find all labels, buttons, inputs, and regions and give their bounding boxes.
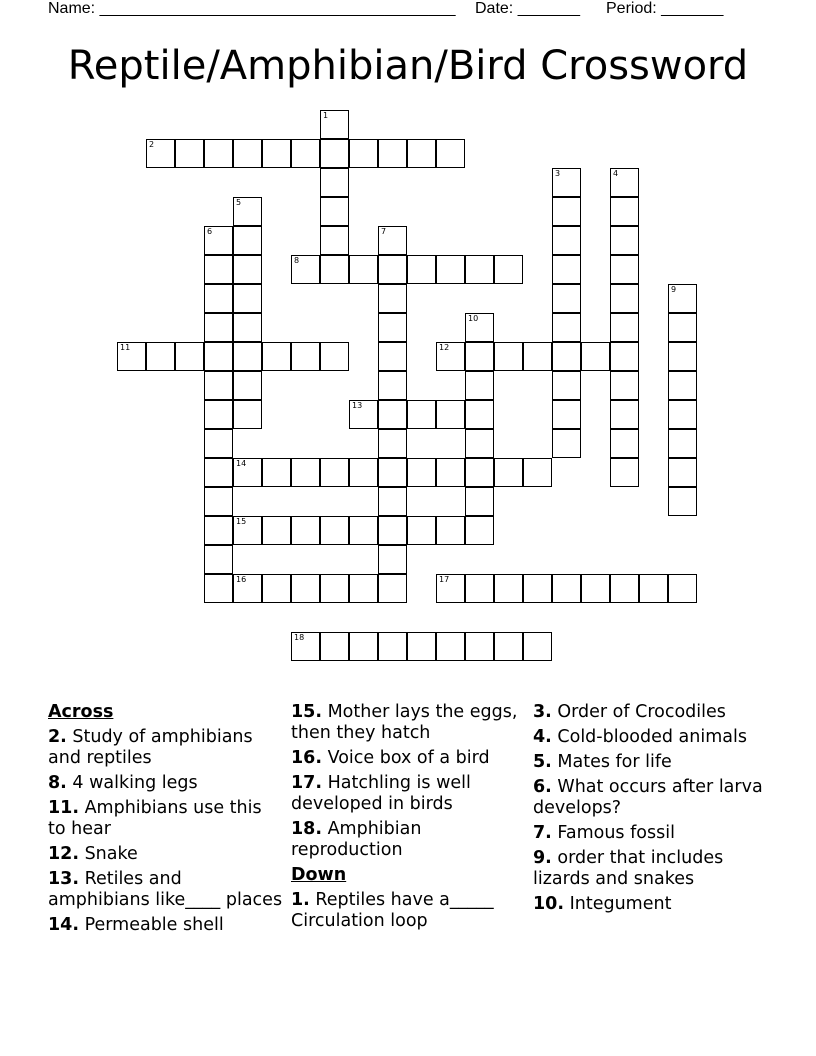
- crossword-cell[interactable]: [465, 400, 494, 429]
- crossword-cell[interactable]: [378, 429, 407, 458]
- crossword-cell[interactable]: [523, 574, 552, 603]
- clue-item-number: 1.: [291, 890, 310, 910]
- clue-item: [291, 819, 527, 861]
- crossword-cell[interactable]: [204, 342, 233, 371]
- crossword-cell[interactable]: [639, 574, 668, 603]
- crossword-cell[interactable]: [378, 313, 407, 342]
- clue-item-text: Famous fossil: [551, 823, 675, 843]
- crossword-cell[interactable]: [465, 371, 494, 400]
- crossword-cell[interactable]: [407, 632, 436, 661]
- crossword-cell[interactable]: [436, 400, 465, 429]
- clue-number: 3: [555, 169, 561, 178]
- crossword-cell[interactable]: [146, 139, 175, 168]
- crossword-cell[interactable]: [204, 255, 233, 284]
- clue-item: [291, 748, 527, 769]
- clue-item-number: 7.: [533, 823, 552, 843]
- crossword-cell[interactable]: [610, 574, 639, 603]
- clue-number: 15: [236, 517, 247, 526]
- clue-item: [48, 798, 284, 840]
- clue-item-text: Order of Crocodiles: [551, 702, 726, 722]
- crossword-cell[interactable]: [436, 632, 465, 661]
- clue-number: 10: [468, 314, 479, 323]
- crossword-cell[interactable]: [552, 574, 581, 603]
- crossword-cell[interactable]: [233, 284, 262, 313]
- crossword-cell[interactable]: [204, 400, 233, 429]
- crossword-cell[interactable]: [552, 313, 581, 342]
- clue-item: [48, 727, 284, 769]
- crossword-cell[interactable]: [291, 342, 320, 371]
- crossword-cell[interactable]: [494, 458, 523, 487]
- crossword-cell[interactable]: [291, 139, 320, 168]
- crossword-cell[interactable]: [378, 400, 407, 429]
- crossword-cell[interactable]: [436, 255, 465, 284]
- crossword-cell[interactable]: [436, 342, 465, 371]
- crossword-cell[interactable]: [349, 516, 378, 545]
- crossword-cell[interactable]: [552, 371, 581, 400]
- crossword-cell[interactable]: [407, 458, 436, 487]
- crossword-cell[interactable]: [436, 516, 465, 545]
- crossword-cell[interactable]: [204, 371, 233, 400]
- crossword-cell[interactable]: [668, 342, 697, 371]
- crossword-cell[interactable]: [175, 139, 204, 168]
- crossword-cell[interactable]: [610, 197, 639, 226]
- clue-item-text: Voice box of a bird: [322, 748, 490, 768]
- crossword-cell[interactable]: [610, 226, 639, 255]
- clue-item-number: 11.: [48, 798, 80, 818]
- crossword-cell[interactable]: [378, 632, 407, 661]
- crossword-cell[interactable]: [494, 342, 523, 371]
- clue-item: [533, 823, 769, 844]
- clue-number: 4: [613, 169, 619, 178]
- clue-item: [291, 702, 527, 744]
- crossword-cell[interactable]: [494, 255, 523, 284]
- crossword-cell[interactable]: [436, 458, 465, 487]
- clue-item-number: 17.: [291, 773, 323, 793]
- crossword-cell[interactable]: [552, 255, 581, 284]
- crossword-cell[interactable]: [552, 284, 581, 313]
- crossword-cell[interactable]: [117, 342, 146, 371]
- clue-number: 1: [323, 111, 329, 120]
- clue-column-2: [291, 702, 527, 936]
- crossword-cell[interactable]: [465, 255, 494, 284]
- clue-item: [291, 773, 527, 815]
- clue-item-text: Integument: [564, 894, 672, 914]
- crossword-cell[interactable]: [175, 342, 204, 371]
- crossword-cell[interactable]: [233, 516, 262, 545]
- crossword-cell[interactable]: [436, 139, 465, 168]
- crossword-cell[interactable]: [378, 284, 407, 313]
- crossword-cell[interactable]: [552, 400, 581, 429]
- crossword-cell[interactable]: [465, 342, 494, 371]
- crossword-cell[interactable]: [610, 400, 639, 429]
- crossword-cell[interactable]: [378, 342, 407, 371]
- crossword-cell[interactable]: [204, 487, 233, 516]
- crossword-cell[interactable]: [204, 516, 233, 545]
- clue-item: [48, 844, 284, 865]
- clue-item-number: 16.: [291, 748, 323, 768]
- crossword-cell[interactable]: [610, 168, 639, 197]
- clue-item-number: 12.: [48, 844, 80, 864]
- name-field-label: Name: ________________________________________: [48, 0, 456, 17]
- crossword-cell[interactable]: [204, 226, 233, 255]
- crossword-cell[interactable]: [320, 342, 349, 371]
- crossword-cell[interactable]: [320, 632, 349, 661]
- crossword-cell[interactable]: [523, 458, 552, 487]
- clue-item-number: 5.: [533, 752, 552, 772]
- across-clue-list: [48, 727, 284, 936]
- crossword-cell[interactable]: [610, 458, 639, 487]
- clue-number: 14: [236, 459, 247, 468]
- crossword-cell[interactable]: [233, 458, 262, 487]
- clue-column-3: [533, 702, 769, 919]
- crossword-cell[interactable]: [349, 400, 378, 429]
- crossword-cell[interactable]: [436, 574, 465, 603]
- crossword-cell[interactable]: [262, 516, 291, 545]
- crossword-cell[interactable]: [146, 342, 175, 371]
- crossword-cell[interactable]: [320, 197, 349, 226]
- crossword-cell[interactable]: [668, 284, 697, 313]
- crossword-cell[interactable]: [465, 429, 494, 458]
- clue-item: [48, 869, 284, 911]
- crossword-cell[interactable]: [233, 313, 262, 342]
- crossword-cell[interactable]: [465, 487, 494, 516]
- period-field-label: Period: _______: [606, 0, 724, 17]
- crossword-cell[interactable]: [610, 255, 639, 284]
- clue-number: 6: [207, 227, 213, 236]
- crossword-cell[interactable]: [320, 255, 349, 284]
- clue-item-text: order that includes lizards and snakes: [533, 848, 724, 889]
- crossword-cell[interactable]: [378, 458, 407, 487]
- clue-number: 5: [236, 198, 242, 207]
- crossword-cell[interactable]: [378, 255, 407, 284]
- crossword-cell[interactable]: [204, 574, 233, 603]
- clue-column-1: [48, 702, 284, 940]
- crossword-cell[interactable]: [233, 400, 262, 429]
- page-title: Reptile/Amphibian/Bird Crossword: [67, 43, 749, 89]
- crossword-cell[interactable]: [407, 255, 436, 284]
- crossword-cell[interactable]: [233, 371, 262, 400]
- crossword-cell[interactable]: [407, 516, 436, 545]
- across-clue-list-continued: [291, 702, 527, 861]
- clue-number: 13: [352, 401, 363, 410]
- crossword-cell[interactable]: [320, 516, 349, 545]
- crossword-cell[interactable]: [610, 342, 639, 371]
- clue-item-number: 18.: [291, 819, 323, 839]
- clue-item-number: 15.: [291, 702, 323, 722]
- clue-item-text: Mates for life: [551, 752, 672, 772]
- crossword-cell[interactable]: [552, 429, 581, 458]
- crossword-cell[interactable]: [610, 371, 639, 400]
- crossword-cell[interactable]: [233, 342, 262, 371]
- crossword-cell[interactable]: [262, 139, 291, 168]
- clue-item-number: 13.: [48, 869, 80, 889]
- clue-item-number: 4.: [533, 727, 552, 747]
- crossword-cell[interactable]: [349, 632, 378, 661]
- crossword-cell[interactable]: [552, 197, 581, 226]
- crossword-cell[interactable]: [668, 371, 697, 400]
- clue-item: [533, 727, 769, 748]
- clue-item-number: 14.: [48, 915, 80, 935]
- clue-number: 8: [294, 256, 300, 265]
- clue-item: [533, 702, 769, 723]
- crossword-cell[interactable]: [262, 574, 291, 603]
- clue-item: [48, 915, 284, 936]
- clue-item-text: Mother lays the eggs, then they hatch: [291, 702, 518, 743]
- crossword-cell[interactable]: [291, 255, 320, 284]
- crossword-cell[interactable]: [523, 632, 552, 661]
- crossword-cell[interactable]: [233, 197, 262, 226]
- crossword-cell[interactable]: [262, 342, 291, 371]
- crossword-cell[interactable]: [233, 226, 262, 255]
- crossword-cell[interactable]: [552, 342, 581, 371]
- crossword-cell[interactable]: [581, 342, 610, 371]
- clue-item-text: Amphibian reproduction: [291, 819, 422, 860]
- crossword-cell[interactable]: [668, 400, 697, 429]
- crossword-cell[interactable]: [262, 458, 291, 487]
- crossword-cell[interactable]: [494, 574, 523, 603]
- crossword-cell[interactable]: [610, 284, 639, 313]
- clue-item-text: Cold-blooded animals: [551, 727, 747, 747]
- crossword-cell[interactable]: [349, 139, 378, 168]
- clue-item-text: Snake: [79, 844, 138, 864]
- crossword-cell[interactable]: [581, 574, 610, 603]
- crossword-cell[interactable]: [204, 458, 233, 487]
- down-clue-list: [291, 890, 527, 932]
- crossword-cell[interactable]: [204, 313, 233, 342]
- clue-number: 9: [671, 285, 677, 294]
- clue-item-text: Amphibians use this to hear: [48, 798, 262, 839]
- clue-number: 18: [294, 633, 305, 642]
- crossword-cell[interactable]: [465, 632, 494, 661]
- crossword-cell[interactable]: [349, 574, 378, 603]
- crossword-cell[interactable]: [610, 313, 639, 342]
- crossword-cell[interactable]: [320, 574, 349, 603]
- clue-number: 12: [439, 343, 450, 352]
- crossword-cell[interactable]: [320, 139, 349, 168]
- clue-number: 16: [236, 575, 247, 584]
- crossword-cell[interactable]: [407, 139, 436, 168]
- clue-item-number: 6.: [533, 777, 552, 797]
- crossword-cell[interactable]: [349, 458, 378, 487]
- clue-item-text: 4 walking legs: [66, 773, 198, 793]
- crossword-cell[interactable]: [610, 429, 639, 458]
- clue-number: 2: [149, 140, 155, 149]
- crossword-cell[interactable]: [378, 487, 407, 516]
- clue-item: [48, 773, 284, 794]
- clue-item-number: 3.: [533, 702, 552, 722]
- crossword-cell[interactable]: [320, 458, 349, 487]
- crossword-cell[interactable]: [465, 458, 494, 487]
- clue-item-text: Hatchling is well developed in birds: [291, 773, 471, 814]
- crossword-cell[interactable]: [291, 516, 320, 545]
- crossword-cell[interactable]: [233, 574, 262, 603]
- crossword-cell[interactable]: [465, 516, 494, 545]
- clue-item-text: Reptiles have a_____ Circulation loop: [291, 890, 494, 931]
- crossword-cell[interactable]: [233, 139, 262, 168]
- clue-item: [291, 890, 527, 932]
- clue-item-number: 10.: [533, 894, 565, 914]
- crossword-cell[interactable]: [378, 545, 407, 574]
- down-heading: Down: [291, 865, 347, 885]
- crossword-cell[interactable]: [465, 574, 494, 603]
- clue-item-number: 8.: [48, 773, 67, 793]
- date-field-label: Date: _______: [475, 0, 580, 17]
- crossword-cell[interactable]: [291, 632, 320, 661]
- crossword-cell[interactable]: [668, 458, 697, 487]
- clue-item-text: Study of amphibians and reptiles: [48, 727, 253, 768]
- clue-item-number: 2.: [48, 727, 67, 747]
- down-clue-list-continued: [533, 702, 769, 915]
- clue-item-number: 9.: [533, 848, 552, 868]
- crossword-cell[interactable]: [668, 429, 697, 458]
- clue-item: [533, 777, 769, 819]
- crossword-cell[interactable]: [465, 313, 494, 342]
- clue-item: [533, 894, 769, 915]
- crossword-cell[interactable]: [204, 545, 233, 574]
- clue-number: 11: [120, 343, 131, 352]
- clue-item: [533, 752, 769, 773]
- crossword-cell[interactable]: [378, 574, 407, 603]
- crossword-cell[interactable]: [378, 226, 407, 255]
- crossword-cell[interactable]: [552, 168, 581, 197]
- crossword-cell[interactable]: [378, 516, 407, 545]
- crossword-cell[interactable]: [523, 342, 552, 371]
- clue-item-text: What occurs after larva develops?: [533, 777, 763, 818]
- clue-number: 7: [381, 227, 387, 236]
- clue-item: [533, 848, 769, 890]
- crossword-cell[interactable]: [204, 139, 233, 168]
- crossword-cell[interactable]: [378, 371, 407, 400]
- crossword-cell[interactable]: [668, 487, 697, 516]
- across-heading: Across: [48, 702, 114, 722]
- crossword-cell[interactable]: [320, 226, 349, 255]
- crossword-cell[interactable]: [291, 574, 320, 603]
- clue-item-text: Permeable shell: [79, 915, 224, 935]
- crossword-cell[interactable]: [291, 458, 320, 487]
- crossword-cell[interactable]: [407, 400, 436, 429]
- crossword-cell[interactable]: [204, 284, 233, 313]
- crossword-cell[interactable]: [320, 168, 349, 197]
- crossword-cell[interactable]: [378, 139, 407, 168]
- crossword-cell[interactable]: [349, 255, 378, 284]
- crossword-cell[interactable]: [552, 226, 581, 255]
- crossword-cell[interactable]: [494, 632, 523, 661]
- crossword-cell[interactable]: [320, 110, 349, 139]
- crossword-cell[interactable]: [668, 574, 697, 603]
- clue-item-text: Retiles and amphibians like____ places: [48, 869, 283, 910]
- crossword-cell[interactable]: [204, 429, 233, 458]
- clue-number: 17: [439, 575, 450, 584]
- crossword-cell[interactable]: [233, 255, 262, 284]
- crossword-cell[interactable]: [668, 313, 697, 342]
